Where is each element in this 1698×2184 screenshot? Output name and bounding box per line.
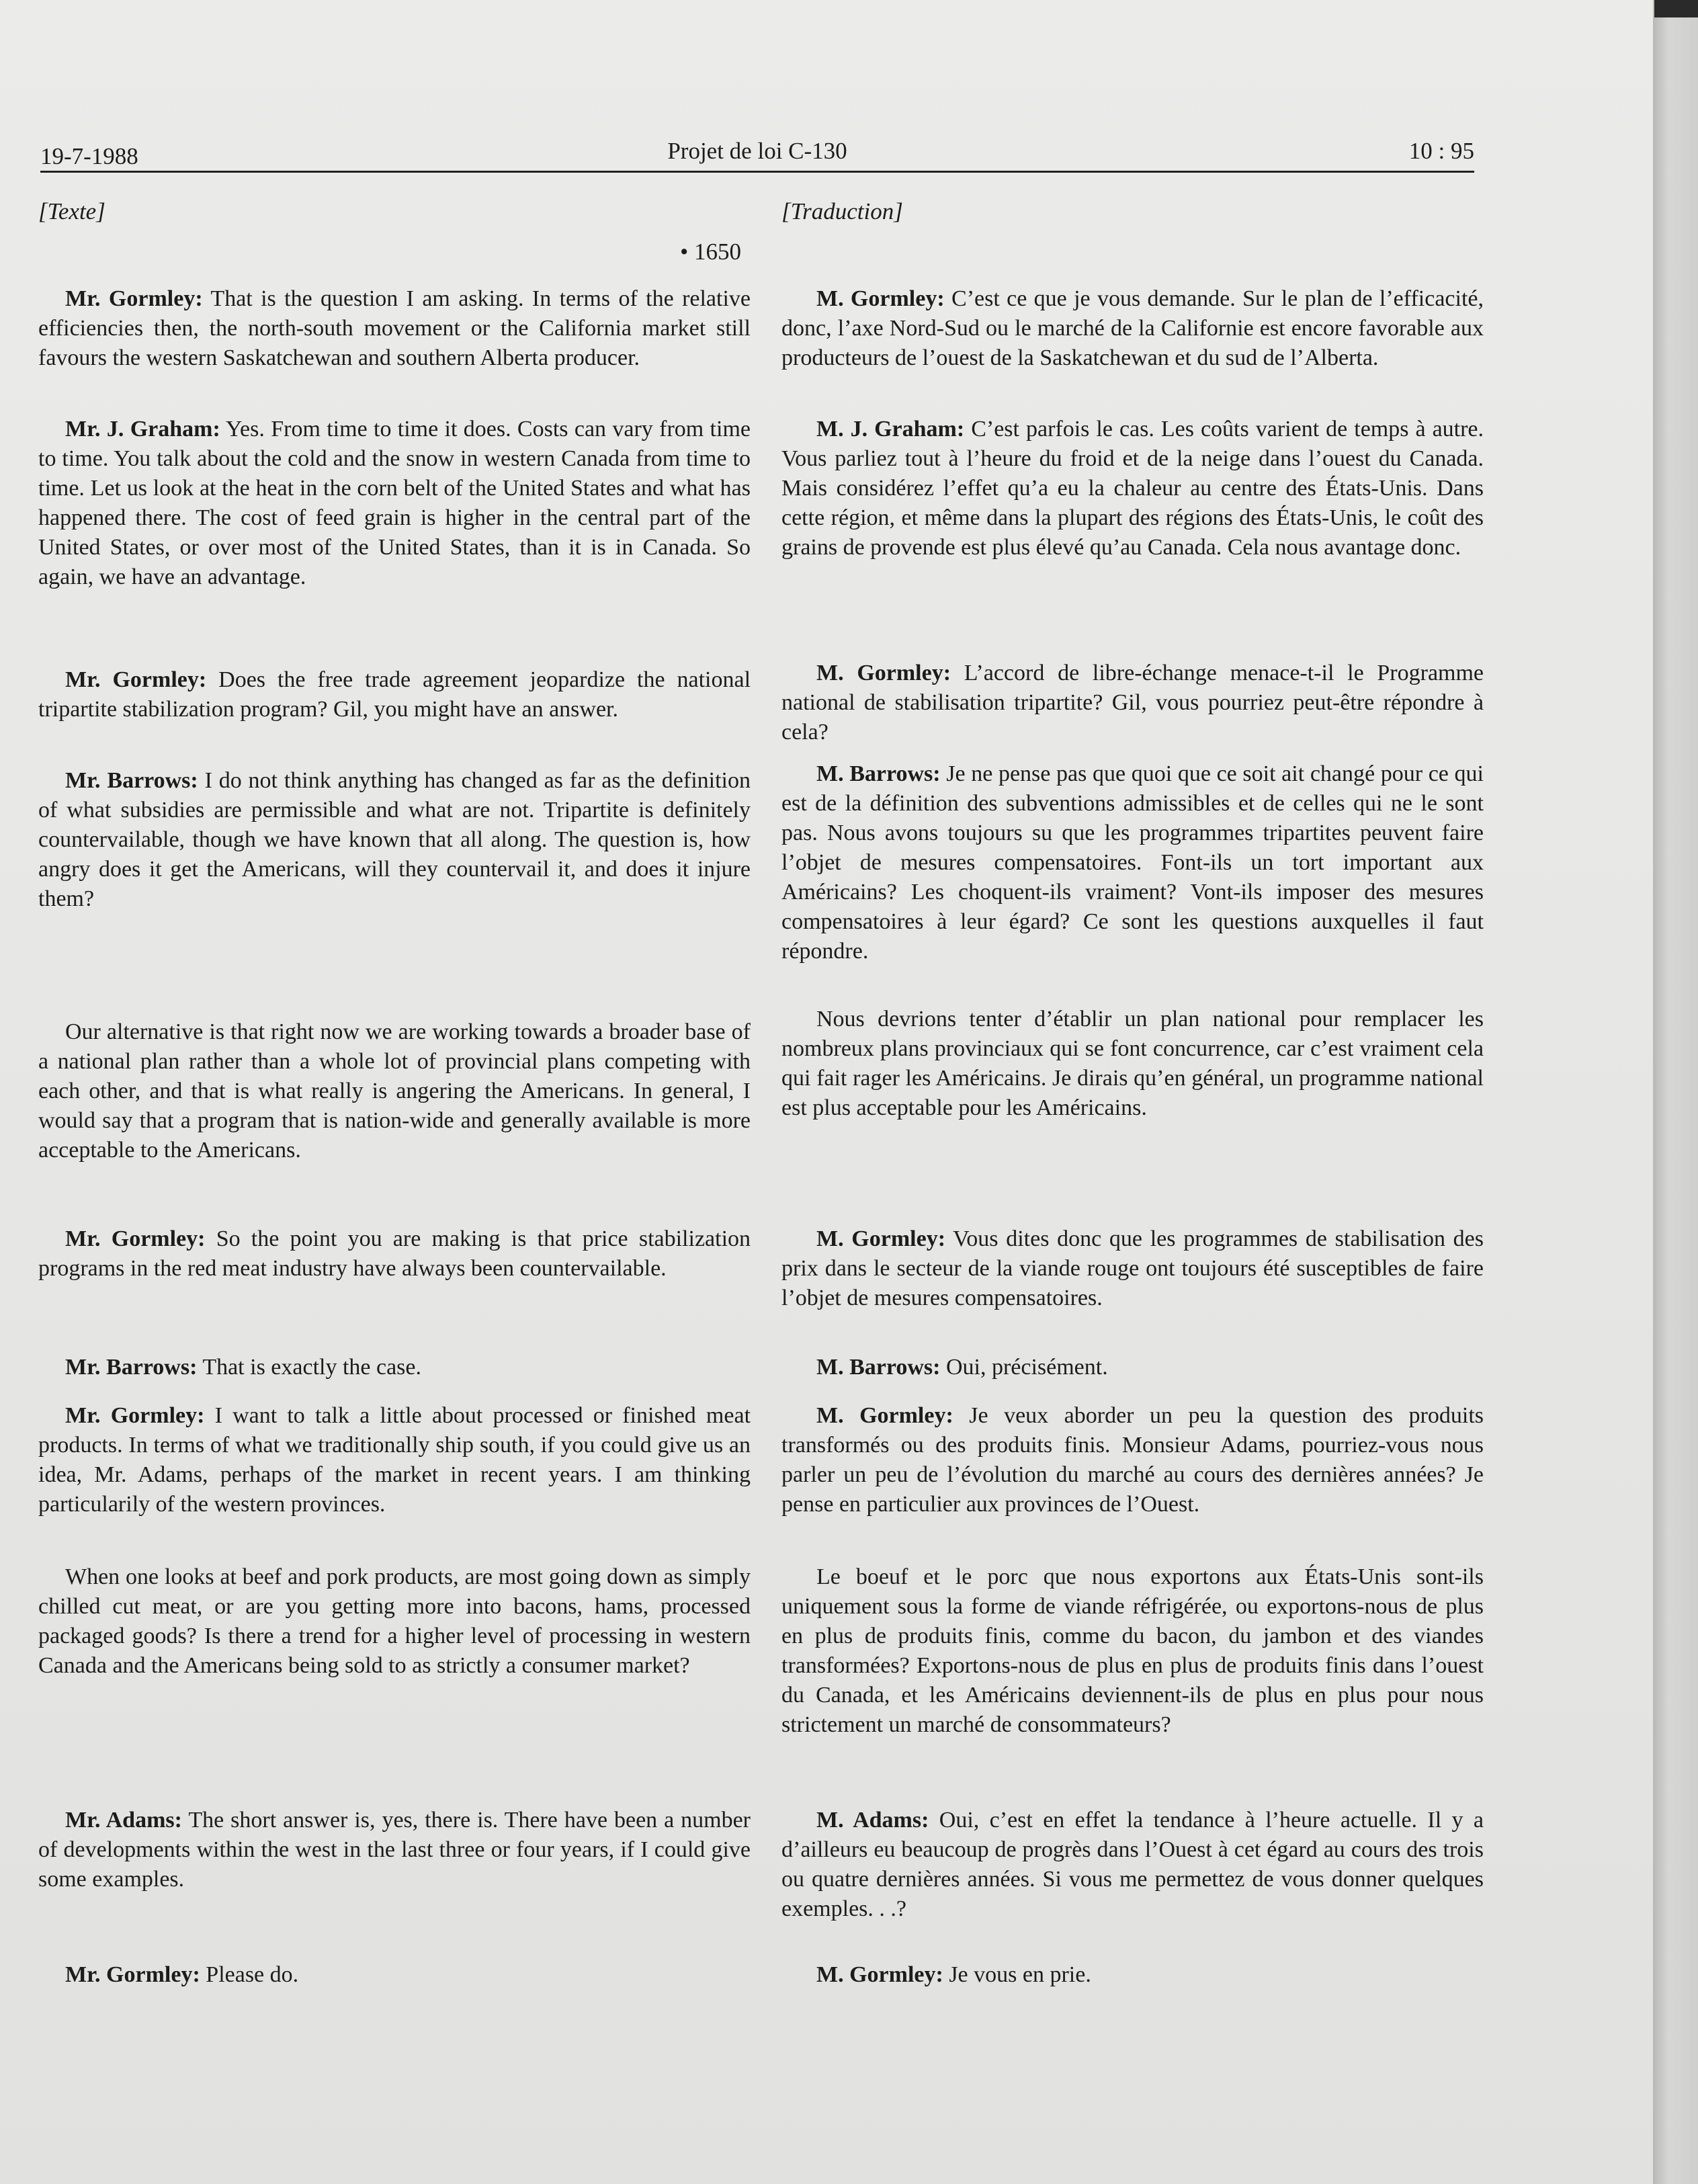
paragraph-text: Je veux aborder un peu la question des produits transformés ou des produits finis. Monsieur Adams, pourriez-vous nous parler un peu de l’évolution du marché au cours des dernières années? Je pense en particulier aux provinces de l’Ouest.: [781, 1403, 1484, 1517]
speaker-name: M. Barrows:: [816, 1355, 941, 1380]
paragraph: [38, 1353, 751, 1382]
paragraph-text: C’est ce que je vous demande. Sur le plan de l’efficacité, donc, l’axe Nord-Sud ou le marché de la Californie est encore favorable aux producteurs de l’ouest de la Saskatchewan et du sud de l’Alberta.: [781, 286, 1484, 370]
speaker-name: Mr. Adams:: [65, 1808, 182, 1833]
paragraph: [38, 284, 751, 373]
paragraph: [781, 1562, 1484, 1740]
paragraph-text: Vous dites donc que les programmes de stabilisation des prix dans le secteur de la viande rouge ont toujours été susceptibles de faire l’objet de mesures compensatoires.: [781, 1226, 1484, 1310]
paragraph-text: Oui, c’est en effet la tendance à l’heure actuelle. Il y a d’ailleurs eu beaucoup de progrès dans l’Ouest à cet égard au cours des trois ou quatre dernières années. Si vous me permettez de vous donner quelques exemples. . .?: [781, 1808, 1484, 1921]
scan-corner: [1654, 0, 1698, 17]
translation-tag: [Traduction]: [781, 198, 903, 224]
paragraph: [38, 665, 751, 724]
speaker-name: M. Gormley:: [816, 1403, 953, 1428]
paragraph-text: Je vous en prie.: [949, 1962, 1091, 1987]
paragraph: [781, 759, 1484, 966]
speaker-name: Mr. Gormley:: [65, 667, 207, 692]
paragraph: [781, 1224, 1484, 1313]
paragraph-text: Le boeuf et le porc que nous exportons aux États-Unis sont-ils uniquement sous la forme de viande réfrigérée, ou exportons-nous de plus en plus de produits finis, comme du bacon, du jambon et des viandes transformées? Exportons-nous de plus en plus de produits finis dans l’ouest du Canada, et les Américains deviennent-ils de plus en plus pour nous strictement un marché de consommateurs?: [781, 1564, 1484, 1737]
speaker-name: Mr. J. Graham:: [65, 417, 220, 442]
speaker-name: M. Barrows:: [816, 761, 941, 786]
paragraph-text: Does the free trade agreement jeopardize the national tripartite stabilization program? Gil, you might have an answer.: [38, 667, 751, 722]
paragraph: [781, 1005, 1484, 1123]
speaker-name: M. Gormley:: [816, 661, 951, 685]
paragraph-text: I want to talk a little about processed or finished meat products. In terms of what we traditionally ship south, if you could give us an idea, Mr. Adams, perhaps of the market in recent years. I am thinking particularily of the western provinces.: [38, 1403, 751, 1517]
paragraph: [38, 415, 751, 592]
paragraph: [781, 284, 1484, 373]
paragraph-text: Je ne pense pas que quoi que ce soit ait changé pour ce qui est de la définition des subventions admissibles et de celles qui ne le sont pas. Nous avons toujours su que les programmes tripartites peuvent faire l’objet de mesures compensatoires. Font-ils un tort important aux Américains? Les choquent-ils vraiment? Vont-ils imposer des mesures compensatoires à leur égard? Ce sont les questions auxquelles il faut répondre.: [781, 761, 1484, 964]
speaker-name: Mr. Barrows:: [65, 768, 198, 793]
french-column: [781, 195, 1484, 2009]
paragraph-text: C’est parfois le cas. Les coûts varient de temps à autre. Vous parliez tout à l’heure du froid et de la neige dans l’ouest du Canada. Mais considérez l’effet qu’a eu la chaleur au centre des États-Unis. Dans cette région, et même dans la plupart des régions des États-Unis, le coût des grains de provende est plus élevé qu’au Canada. Cela nous avantage donc.: [781, 417, 1484, 560]
paragraph-text: That is the question I am asking. In terms of the relative efficiencies then, the north-south movement or the California market still favours the western Saskatchewan and southern Alberta producer.: [38, 286, 751, 370]
paragraph: [781, 1401, 1484, 1519]
paragraph-text: Please do.: [206, 1962, 299, 1987]
speaker-name: M. Gormley:: [816, 1962, 943, 1987]
paragraph-text: Yes. From time to time it does. Costs can vary from time to time. You talk about the cold and the snow in western Canada from time to time. Let us look at the heat in the corn belt of the United States and what has happened there. The cost of feed grain is higher in the central part of the United States, or over most of the United States, than it is in Canada. So again, we have an advantage.: [38, 417, 751, 589]
speaker-name: Mr. Gormley:: [65, 1962, 200, 1987]
speaker-name: M. J. Graham:: [816, 417, 965, 442]
text-tag: [Texte]: [38, 198, 105, 224]
timestamp: • 1650: [679, 239, 741, 265]
page-edge: [1653, 0, 1698, 2184]
speaker-name: Mr. Gormley:: [65, 1403, 205, 1428]
header-title: Projet de loi C-130: [667, 138, 847, 164]
speaker-name: Mr. Barrows:: [65, 1355, 198, 1380]
paragraph: [38, 1017, 751, 1165]
paragraph: [38, 1960, 751, 1990]
paragraph: [781, 415, 1484, 562]
paragraph-text: Nous devrions tenter d’établir un plan national pour remplacer les nombreux plans provinciaux qui se font concurrence, car c’est vraiment cela qui fait rager les Américains. Je dirais qu’en général, un programme national est plus acceptable pour les Américains.: [781, 1007, 1484, 1120]
speaker-name: M. Gormley:: [816, 1226, 946, 1251]
speaker-name: M. Gormley:: [816, 286, 945, 311]
paragraph: [781, 659, 1484, 747]
paragraph: [781, 1960, 1484, 1990]
paragraph: [38, 1562, 751, 1681]
running-header: [40, 132, 1474, 173]
paragraph: [38, 1224, 751, 1284]
speaker-name: Mr. Gormley:: [65, 1226, 206, 1251]
paragraph-text: So the point you are making is that price stabilization programs in the red meat industry have always been countervailable.: [38, 1226, 751, 1281]
english-column: [38, 195, 751, 2009]
header-date: 19-7-1988: [40, 143, 138, 169]
paragraph-text: When one looks at beef and pork products, are most going down as simply chilled cut meat, or are you getting more into bacons, hams, processed packaged goods? Is there a trend for a higher level of processing in western Canada and the Americans being sold to as strictly a consumer market?: [38, 1564, 751, 1678]
speaker-name: Mr. Gormley:: [65, 286, 203, 311]
speaker-name: M. Adams:: [816, 1808, 929, 1833]
paragraph-text: That is exactly the case.: [202, 1355, 422, 1380]
paragraph-text: L’accord de libre-échange menace-t-il le Programme national de stabilisation tripartite? Gil, vous pourriez peut-être répondre à cela?: [781, 661, 1484, 745]
paragraph-text: Our alternative is that right now we are working towards a broader base of a national plan rather than a whole lot of provincial plans competing with each other, and that is what really is angering the Americans. In general, I would say that a program that is nation-wide and generally available is more acceptable to the Americans.: [38, 1019, 751, 1163]
paragraph-text: Oui, précisément.: [945, 1355, 1108, 1380]
paragraph: [38, 766, 751, 914]
paragraph-text: I do not think anything has changed as far as the definition of what subsidies are permissible and what are not. Tripartite is definitely countervailable, though we have known that all along. The question is, how angry does it get the Americans, will they countervail it, and does it injure them?: [38, 768, 751, 911]
header-page-number: 10 : 95: [1408, 138, 1474, 164]
paragraph-text: The short answer is, yes, there is. There have been a number of developments within the west in the last three or four years, if I could give some examples.: [38, 1808, 751, 1892]
paragraph: [781, 1353, 1484, 1382]
paragraph: [38, 1401, 751, 1519]
paragraph: [38, 1806, 751, 1894]
paragraph: [781, 1806, 1484, 1924]
